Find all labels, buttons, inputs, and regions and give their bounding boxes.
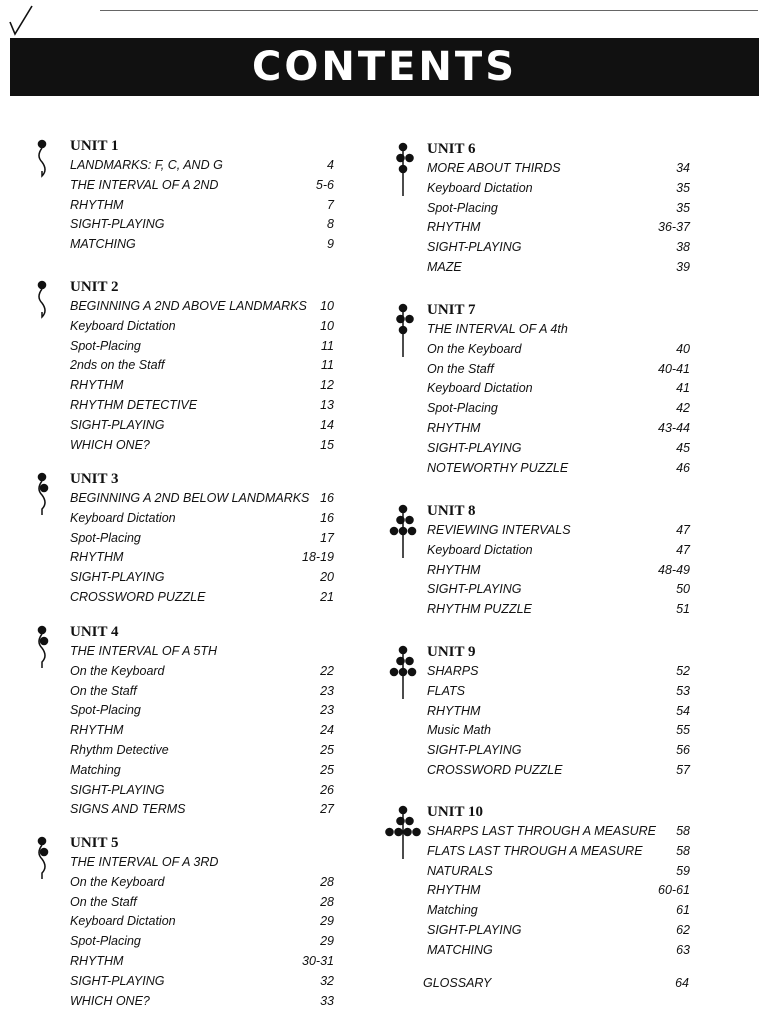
toc-entry-page: 11 [321, 338, 334, 353]
toc-entry-label: RHYTHM PUZZLE [427, 602, 532, 617]
music-note-7-icon [389, 300, 425, 363]
toc-entry-page: 18-19 [302, 550, 334, 565]
unit-1-section [70, 136, 334, 255]
toc-entry-page: 29 [320, 934, 334, 949]
toc-entry-page: 28 [320, 894, 334, 909]
toc-entry[interactable] [427, 822, 690, 842]
toc-entry-label: NOTEWORTHY PUZZLE [427, 460, 569, 475]
toc-entry-page: 9 [327, 237, 334, 252]
toc-entry-label: RHYTHM DETECTIVE [70, 397, 198, 412]
toc-entry[interactable] [427, 419, 690, 439]
toc-entry[interactable] [427, 521, 690, 541]
unit-3-section [70, 469, 334, 608]
toc-entry[interactable] [70, 588, 334, 608]
toc-entry[interactable] [427, 379, 690, 399]
toc-entry[interactable] [70, 436, 334, 456]
toc-entry[interactable] [70, 568, 334, 588]
toc-entry-label: On the Staff [427, 361, 494, 376]
toc-entry[interactable] [427, 721, 690, 741]
checkmark-icon [6, 4, 36, 38]
toc-entry-page: 25 [320, 762, 334, 777]
toc-entry-page: 7 [327, 197, 334, 212]
toc-entry[interactable] [427, 258, 690, 278]
toc-entry-label: Spot-Placing [70, 338, 141, 353]
toc-entry-label: SIGHT-PLAYING [70, 217, 165, 232]
toc-entry-label: BEGINNING A 2ND BELOW LANDMARKS [70, 491, 310, 505]
toc-entry[interactable] [70, 376, 334, 396]
toc-entry-label: RHYTHM [427, 703, 481, 718]
unit-title: UNIT 4 [70, 624, 119, 640]
toc-entry-label: RHYTHM [427, 220, 481, 235]
toc-entry-page: 58 [676, 824, 690, 838]
toc-entry-page: 62 [676, 922, 690, 937]
toc-entry-label: RHYTHM [427, 883, 481, 898]
toc-entry-label: SIGHT-PLAYING [70, 570, 165, 585]
toc-entry-page: 17 [320, 530, 334, 545]
unit-title: UNIT 6 [427, 141, 476, 157]
toc-entry[interactable] [427, 662, 690, 682]
music-note-2-icon [32, 277, 68, 318]
unit-10-section [427, 802, 690, 961]
toc-entry-label: Spot-Placing [427, 401, 498, 416]
toc-entry[interactable] [70, 156, 334, 176]
toc-entry-page: 50 [676, 582, 690, 597]
toc-entry-label: CROSSWORD PUZZLE [70, 589, 206, 604]
toc-entry[interactable] [70, 196, 334, 216]
glossary-entry[interactable] [423, 976, 689, 990]
toc-entry-label: SIGHT-PLAYING [427, 582, 522, 597]
toc-entry-label: RHYTHM [427, 420, 481, 435]
unit-6-section [427, 139, 690, 278]
toc-entry-page: 26 [320, 782, 334, 797]
page-title: CONTENTS [251, 44, 517, 90]
toc-entry[interactable] [70, 509, 334, 529]
toc-entry-label: 2nds on the Staff [70, 358, 165, 373]
toc-entry[interactable] [70, 416, 334, 436]
toc-entry-label: SIGHT-PLAYING [70, 782, 165, 797]
toc-entry-page: 41 [676, 381, 690, 396]
unit-title: UNIT 5 [70, 835, 119, 851]
toc-entry-page: 40 [676, 341, 690, 356]
toc-entry-page: 61 [676, 903, 690, 918]
toc-entry-page: 47 [676, 523, 690, 537]
toc-entry-page: 20 [320, 570, 334, 585]
toc-entry[interactable] [70, 529, 334, 549]
toc-entry-page: 28 [320, 874, 334, 889]
toc-entry-page: 29 [320, 914, 334, 929]
toc-entry[interactable] [70, 853, 334, 873]
toc-entry-page: 35 [676, 180, 690, 195]
toc-entry-page: 13 [320, 397, 334, 412]
toc-entry-page: 30-31 [302, 953, 334, 968]
toc-entry-page: 42 [676, 401, 690, 416]
glossary-page: 64 [675, 976, 689, 990]
toc-entry-label: THE INTERVAL OF A 2ND [70, 177, 219, 192]
unit-2-section [70, 277, 334, 455]
toc-entry-label: THE INTERVAL OF A 5TH [70, 644, 218, 658]
toc-entry-page: 12 [320, 378, 334, 393]
toc-entry-label: LANDMARKS: F, C, AND G [70, 158, 223, 172]
unit-title: UNIT 1 [70, 138, 119, 154]
toc-entry[interactable] [70, 297, 334, 317]
toc-entry-page: 23 [320, 703, 334, 718]
toc-entry-label: MATCHING [427, 942, 493, 957]
toc-entry-label: Spot-Placing [427, 200, 498, 215]
unit-title: UNIT 8 [427, 503, 476, 519]
toc-entry[interactable] [427, 921, 690, 941]
toc-entry-label: RHYTHM [70, 197, 124, 212]
toc-entry[interactable] [427, 682, 690, 702]
toc-entry-page: 38 [676, 240, 690, 255]
toc-entry[interactable] [70, 215, 334, 235]
toc-entry-label: SIGHT-PLAYING [427, 743, 522, 758]
toc-entry-page: 53 [676, 683, 690, 698]
unit-7-section [427, 300, 690, 478]
toc-entry-page: 21 [320, 589, 334, 604]
toc-entry-label: On the Keyboard [70, 663, 165, 678]
toc-entry-page: 4 [327, 158, 334, 172]
toc-entry[interactable] [70, 992, 334, 1012]
music-note-9-icon [389, 642, 425, 705]
toc-entry-label: SHARPS [427, 664, 479, 678]
toc-entry-label: RHYTHM [70, 723, 124, 738]
toc-entry[interactable] [70, 548, 334, 568]
toc-entry[interactable] [70, 721, 334, 741]
toc-entry[interactable] [427, 439, 690, 459]
toc-entry[interactable] [70, 952, 334, 972]
toc-entry[interactable] [427, 761, 690, 781]
toc-entry-page: 11 [321, 358, 334, 373]
toc-entry-label: On the Staff [70, 894, 137, 909]
toc-entry[interactable] [427, 459, 690, 479]
toc-entry-label: Keyboard Dictation [70, 318, 176, 333]
music-note-1-icon [32, 136, 68, 177]
toc-entry-label: NATURALS [427, 863, 493, 878]
toc-entry-page: 15 [320, 437, 334, 452]
toc-entry[interactable] [70, 972, 334, 992]
toc-entry-page: 34 [676, 161, 690, 175]
toc-entry-label: SHARPS LAST THROUGH A MEASURE [427, 824, 656, 838]
toc-entry-page: 46 [676, 460, 690, 475]
toc-entry-label: RHYTHM [70, 550, 124, 565]
toc-entry-page: 47 [676, 542, 690, 557]
toc-entry-page: 48-49 [658, 562, 690, 577]
toc-entry-page: 55 [676, 723, 690, 738]
toc-entry-label: SIGNS AND TERMS [70, 802, 186, 817]
toc-entry[interactable] [427, 159, 690, 179]
toc-entry-label: On the Staff [70, 683, 137, 698]
toc-entry-page: 57 [676, 762, 690, 777]
toc-entry-label: Rhythm Detective [70, 742, 169, 757]
toc-entry-page: 14 [320, 417, 334, 432]
toc-entry-label: Keyboard Dictation [427, 381, 533, 396]
toc-entry[interactable] [70, 662, 334, 682]
unit-8-section [427, 501, 690, 620]
toc-entry-page: 32 [320, 973, 334, 988]
toc-entry-page: 54 [676, 703, 690, 718]
toc-entry[interactable] [70, 317, 334, 337]
toc-entry-page: 23 [320, 683, 334, 698]
toc-entry-page: 58 [676, 843, 690, 858]
toc-entry-label: WHICH ONE? [70, 993, 150, 1008]
toc-entry-page: 25 [320, 742, 334, 757]
toc-entry-page: 52 [676, 664, 690, 678]
unit-title: UNIT 7 [427, 302, 476, 318]
unit-5-section [70, 833, 334, 1011]
toc-entry[interactable] [427, 580, 690, 600]
toc-entry[interactable] [427, 702, 690, 722]
toc-entry-label: Keyboard Dictation [427, 180, 533, 195]
toc-entry[interactable] [70, 761, 334, 781]
unit-title: UNIT 2 [70, 279, 119, 295]
toc-entry-label: WHICH ONE? [70, 437, 150, 452]
toc-entry-page: 51 [676, 602, 690, 617]
glossary-label: GLOSSARY [423, 976, 492, 990]
toc-entry-label: RHYTHM [70, 378, 124, 393]
unit-title: UNIT 3 [70, 471, 119, 487]
toc-entry-page: 5-6 [315, 177, 334, 192]
toc-entry[interactable] [427, 360, 690, 380]
unit-9-section [427, 642, 690, 781]
toc-entry-label: THE INTERVAL OF A 3RD [70, 855, 219, 869]
toc-entry-page: 10 [320, 318, 334, 333]
toc-entry[interactable] [70, 235, 334, 255]
toc-entry[interactable] [70, 642, 334, 662]
toc-entry-page: 27 [320, 802, 334, 817]
toc-entry-label: THE INTERVAL OF A 4th [427, 322, 568, 336]
contents-banner [10, 38, 759, 96]
toc-entry-page: 56 [676, 743, 690, 758]
toc-entry[interactable] [427, 399, 690, 419]
toc-entry-label: REVIEWING INTERVALS [427, 523, 571, 537]
music-note-6-icon [389, 139, 425, 202]
toc-entry-page: 16 [320, 491, 334, 505]
toc-entry[interactable] [427, 741, 690, 761]
toc-entry-label: Music Math [427, 723, 491, 738]
toc-entry[interactable] [427, 901, 690, 921]
toc-entry[interactable] [70, 396, 334, 416]
toc-entry[interactable] [70, 741, 334, 761]
toc-entry[interactable] [70, 893, 334, 913]
toc-entry-label: Spot-Placing [70, 934, 141, 949]
toc-entry-page: 43-44 [658, 420, 690, 435]
toc-entry[interactable] [427, 881, 690, 901]
toc-entry[interactable] [70, 912, 334, 932]
toc-entry[interactable] [427, 600, 690, 620]
toc-entry-label: MORE ABOUT THIRDS [427, 161, 561, 175]
music-note-4-icon [32, 622, 68, 674]
toc-entry[interactable] [427, 218, 690, 238]
unit-4-section [70, 622, 334, 820]
toc-entry-page: 24 [320, 723, 334, 738]
toc-entry-label: MATCHING [70, 237, 136, 252]
toc-entry[interactable] [427, 561, 690, 581]
toc-entry[interactable] [70, 781, 334, 801]
toc-entry[interactable] [427, 541, 690, 561]
toc-entry-label: Keyboard Dictation [70, 914, 176, 929]
toc-entry[interactable] [427, 941, 690, 961]
toc-entry[interactable] [70, 356, 334, 376]
toc-entry-page: 63 [676, 942, 690, 957]
toc-entry[interactable] [427, 340, 690, 360]
toc-entry-label: SIGHT-PLAYING [70, 973, 165, 988]
toc-entry-label: Matching [70, 762, 121, 777]
unit-title: UNIT 9 [427, 644, 476, 660]
toc-entry-label: On the Keyboard [427, 341, 522, 356]
toc-entry[interactable] [70, 873, 334, 893]
music-note-3-icon [32, 469, 68, 521]
toc-entry[interactable] [70, 932, 334, 952]
toc-entry-label: CROSSWORD PUZZLE [427, 762, 563, 777]
toc-entry[interactable] [70, 682, 334, 702]
toc-entry[interactable] [427, 179, 690, 199]
unit-title: UNIT 10 [427, 804, 483, 820]
toc-entry-page: 39 [676, 259, 690, 274]
toc-entry[interactable] [70, 800, 334, 820]
toc-entry-page: 40-41 [658, 361, 690, 376]
music-note-5-icon [32, 833, 68, 885]
toc-entry[interactable] [427, 320, 690, 340]
toc-entry-label: Spot-Placing [70, 530, 141, 545]
toc-entry-label: FLATS [427, 683, 465, 698]
music-note-8-icon [389, 501, 425, 564]
toc-entry[interactable] [427, 238, 690, 258]
toc-entry-page: 60-61 [658, 883, 690, 898]
toc-entry-page: 22 [320, 663, 334, 678]
toc-entry-page: 10 [320, 299, 334, 313]
toc-entry-label: SIGHT-PLAYING [427, 240, 522, 255]
toc-entry-label: SIGHT-PLAYING [427, 440, 522, 455]
toc-entry-label: BEGINNING A 2ND ABOVE LANDMARKS [70, 299, 307, 313]
toc-entry-page: 36-37 [658, 220, 690, 235]
top-rule [100, 10, 758, 11]
toc-entry[interactable] [427, 842, 690, 862]
toc-entry-page: 35 [676, 200, 690, 215]
music-note-10-icon [389, 802, 425, 865]
toc-entry-label: On the Keyboard [70, 874, 165, 889]
toc-entry-label: RHYTHM [427, 562, 481, 577]
toc-entry-page: 16 [320, 510, 334, 525]
toc-entry[interactable] [427, 862, 690, 882]
toc-entry-label: Matching [427, 903, 478, 918]
toc-entry-label: FLATS LAST THROUGH A MEASURE [427, 843, 643, 858]
toc-entry[interactable] [427, 199, 690, 219]
toc-entry-page: 59 [676, 863, 690, 878]
toc-entry-label: RHYTHM [70, 953, 124, 968]
toc-entry[interactable] [70, 176, 334, 196]
toc-entry-label: SIGHT-PLAYING [70, 417, 165, 432]
toc-entry-page: 45 [676, 440, 690, 455]
toc-entry[interactable] [70, 701, 334, 721]
toc-entry-label: Spot-Placing [70, 703, 141, 718]
toc-entry-label: MAZE [427, 259, 462, 274]
toc-entry[interactable] [70, 489, 334, 509]
toc-entry-label: Keyboard Dictation [70, 510, 176, 525]
toc-entry-label: SIGHT-PLAYING [427, 922, 522, 937]
toc-entry-page: 8 [327, 217, 334, 232]
toc-entry-page: 33 [320, 993, 334, 1008]
toc-entry[interactable] [70, 337, 334, 357]
toc-entry-label: Keyboard Dictation [427, 542, 533, 557]
